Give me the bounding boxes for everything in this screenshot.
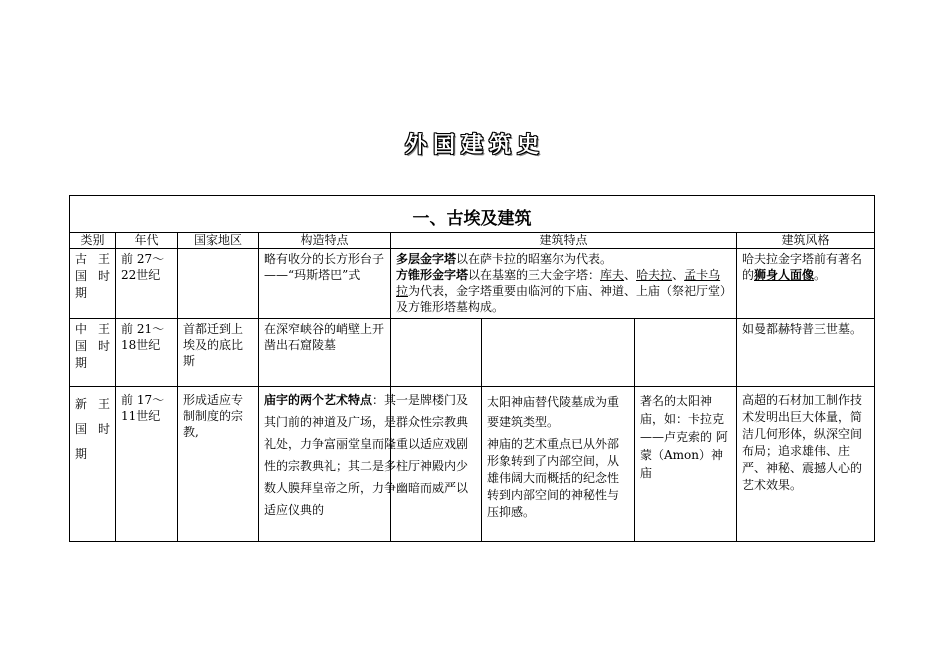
khufu-link: 库夫	[600, 268, 625, 282]
stepped-pyramid-term: 多层金字塔	[396, 252, 457, 266]
middle-kingdom-era: 前 21～18世纪	[121, 322, 165, 352]
temple-features-text: ：其一是牌楼门及其门前的神道及广场，是群众性宗教典礼处，力争富丽堂皇而隆重以适应戏剧性的宗教典礼；其二是多柱厅神殿内少数人膜拜皇帝之所，力争幽暗而威严以适应仪典的	[264, 393, 469, 517]
temple-features-term: 庙宇的两个艺术特点	[264, 393, 373, 407]
rule-row-2	[70, 386, 874, 387]
stepped-pyramid-text: 以在萨卡拉的昭塞尔为代表。	[456, 252, 613, 266]
middle-kingdom-category: 中 王 国 时 期	[75, 322, 110, 370]
rule-under-header	[70, 248, 874, 249]
middle-kingdom-region: 首都迁到上埃及的底比斯	[183, 322, 244, 368]
old-kingdom-features	[391, 251, 736, 315]
col-rule-2	[177, 232, 178, 542]
rule-row-1	[70, 318, 874, 319]
style-text: 哈夫拉金字塔前有著名的	[742, 252, 863, 282]
khafre-link: 哈夫拉	[636, 268, 673, 282]
section-title: 一、古埃及建筑	[412, 209, 532, 229]
header-features: 建筑特点	[539, 233, 588, 247]
pyramid-composition-text: 为代表，金字塔重要由临河的下庙、神道、上庙（祭祀厅堂）及方锥形塔墓构成。	[396, 284, 727, 314]
new-kingdom-sun-temple	[482, 392, 634, 521]
middle-kingdom-structure: 在深窄峡谷的峭壁上开凿出石窟陵墓	[264, 322, 385, 352]
new-kingdom-temple	[259, 389, 481, 541]
old-kingdom-era: 前 27～22世纪	[121, 252, 165, 282]
header-structure: 构造特点	[300, 233, 349, 247]
square-pyramid-term: 方锥形金字塔	[396, 268, 469, 282]
new-kingdom-region: 形成适应专制制度的宗教,	[183, 393, 244, 439]
square-pyramid-text: 以在基塞的三大金字塔：	[468, 268, 601, 282]
architecture-table	[69, 195, 875, 542]
separator: 、	[624, 268, 637, 282]
sun-temple-para-2: 神庙的艺术重点已从外部形象转到了内部空间，从雄伟阔大而概括的纪念性转到内部空间的神秘性与压抑感。	[487, 437, 620, 519]
new-kingdom-style: 高超的石材加工制作技术发明出巨大体量，简洁几何形体，纵深空间布局；追求雄伟、庄严、神秘、震撼人心的艺术效果。	[742, 393, 863, 492]
separator: 、	[672, 268, 685, 282]
old-kingdom-structure: 略有收分的长方形台子——“玛斯塔巴”式	[264, 252, 385, 282]
middle-kingdom-style: 如曼都赫特普三世墓。	[742, 322, 863, 336]
header-era: 年代	[134, 233, 159, 247]
style-text-end: 。	[814, 268, 827, 282]
new-kingdom-category: 新 王 国 时 期	[75, 397, 110, 461]
new-kingdom-era: 前 17～11世纪	[121, 393, 165, 423]
header-style: 建筑风格	[781, 233, 830, 247]
page-title: 外国建筑史	[404, 133, 545, 158]
header-category: 类别	[80, 233, 105, 247]
menkaure-link: 孟卡乌拉	[396, 268, 721, 298]
sphinx-term: 狮身人面像	[754, 268, 815, 282]
header-region: 国家地区	[193, 233, 242, 247]
new-kingdom-famous-temple: 著名的太阳神庙，如：卡拉克——卢克索的 阿 蒙（Amon）神庙	[640, 394, 728, 480]
old-kingdom-category: 古 王 国 时 期	[75, 252, 110, 300]
sun-temple-para-1: 太阳神庙替代陵墓成为重要建筑类型。	[487, 395, 620, 429]
old-kingdom-style	[737, 251, 874, 283]
